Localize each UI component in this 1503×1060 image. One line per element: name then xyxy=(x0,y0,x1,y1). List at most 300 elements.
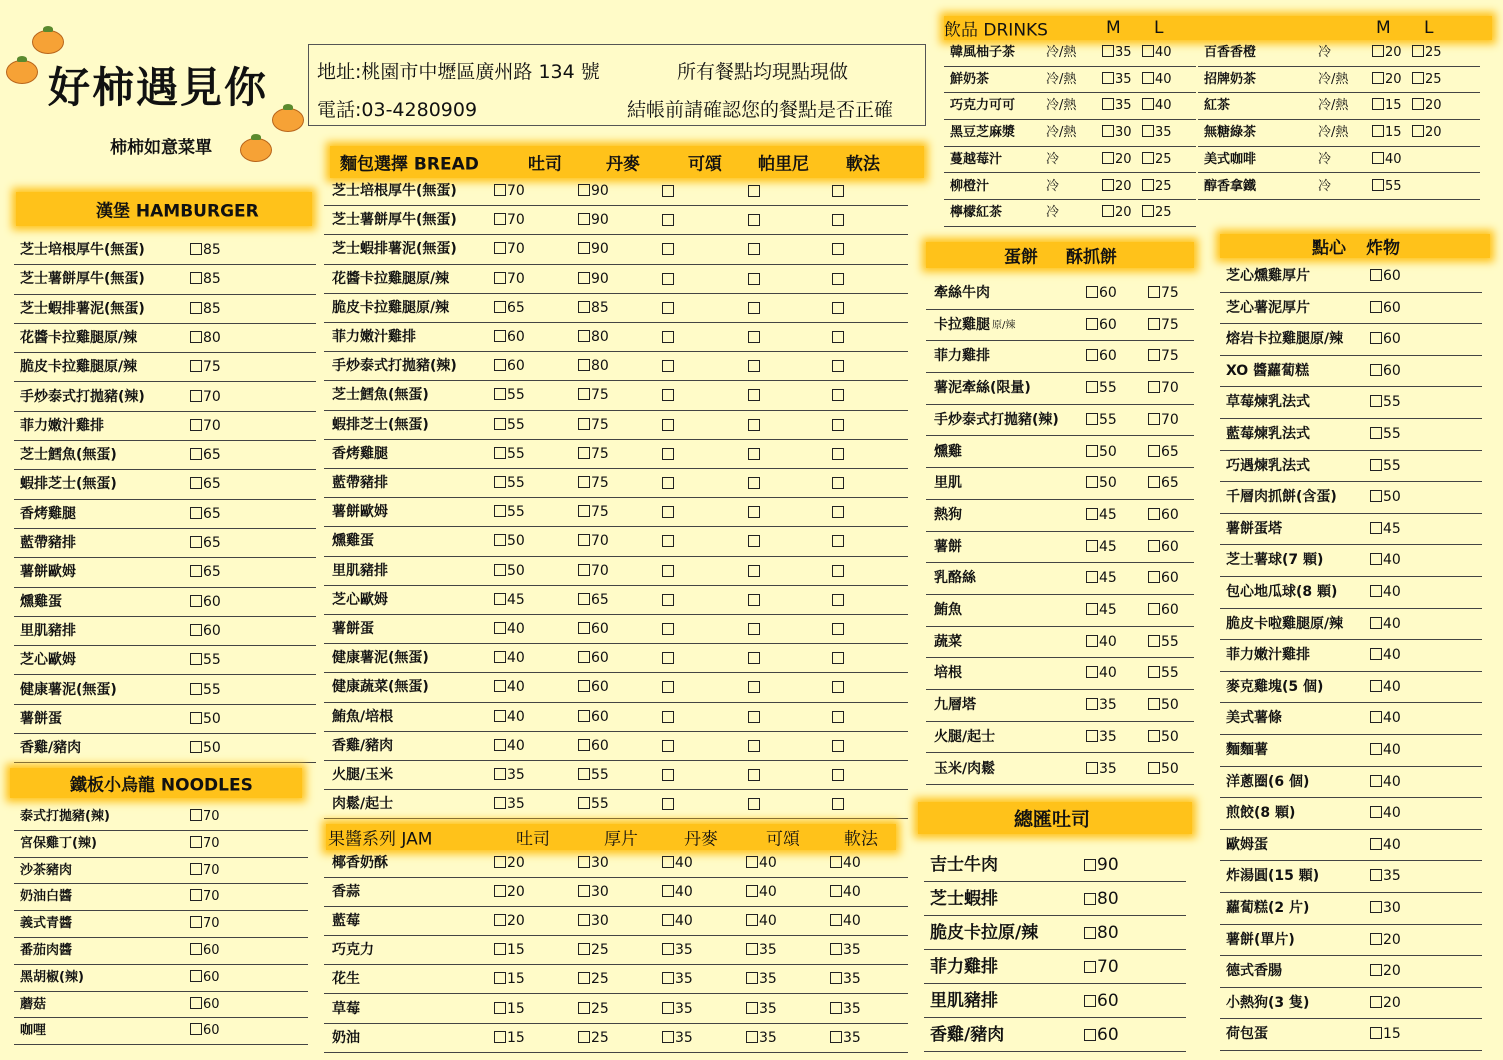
checkbox-icon[interactable] xyxy=(662,972,674,984)
checkbox-icon[interactable] xyxy=(662,623,674,635)
checkbox-icon[interactable] xyxy=(190,1023,202,1035)
checkbox-icon[interactable] xyxy=(1148,349,1160,361)
price-option[interactable] xyxy=(494,294,525,323)
checkbox-icon[interactable] xyxy=(190,809,202,821)
checkbox-icon[interactable] xyxy=(1370,806,1382,818)
price-option[interactable] xyxy=(190,734,221,763)
checkbox-icon[interactable] xyxy=(662,419,674,431)
price-option[interactable] xyxy=(1370,861,1401,893)
checkbox-icon[interactable] xyxy=(748,535,760,547)
price-option[interactable] xyxy=(190,529,221,558)
checkbox-icon[interactable] xyxy=(1142,205,1154,217)
checkbox-icon[interactable] xyxy=(1102,45,1114,57)
price-option[interactable] xyxy=(578,265,609,294)
price-option[interactable] xyxy=(190,558,221,587)
checkbox-icon[interactable] xyxy=(832,740,844,752)
checkbox-icon[interactable] xyxy=(662,914,674,926)
checkbox-icon[interactable] xyxy=(578,184,590,196)
price-option[interactable] xyxy=(1084,916,1119,950)
price-option[interactable] xyxy=(494,381,525,410)
checkbox-icon[interactable] xyxy=(1102,98,1114,110)
checkbox-icon[interactable] xyxy=(494,797,506,809)
price-option[interactable] xyxy=(578,206,609,235)
price-option[interactable] xyxy=(1084,848,1119,882)
checkbox-icon[interactable] xyxy=(832,652,844,664)
checkbox-icon[interactable] xyxy=(494,534,506,546)
checkbox-icon[interactable] xyxy=(494,242,506,254)
checkbox-icon[interactable] xyxy=(1148,508,1160,520)
checkbox-icon[interactable] xyxy=(1148,413,1160,425)
checkbox-icon[interactable] xyxy=(830,885,842,897)
checkbox-icon[interactable] xyxy=(1086,381,1098,393)
price-option[interactable] xyxy=(578,527,609,556)
checkbox-icon[interactable] xyxy=(662,506,674,518)
checkbox-icon[interactable] xyxy=(190,997,202,1009)
checkbox-icon[interactable] xyxy=(578,242,590,254)
checkbox-icon[interactable] xyxy=(662,535,674,547)
price-option[interactable] xyxy=(494,849,525,878)
price-option[interactable] xyxy=(494,907,525,936)
checkbox-icon[interactable] xyxy=(1372,152,1384,164)
price-option[interactable] xyxy=(494,732,525,761)
price-option[interactable] xyxy=(662,907,693,936)
checkbox-icon[interactable] xyxy=(190,712,202,724)
price-option[interactable] xyxy=(1086,658,1117,690)
price-option[interactable] xyxy=(190,705,221,734)
price-option[interactable] xyxy=(1148,627,1179,659)
price-option[interactable] xyxy=(1148,373,1179,405)
price-option[interactable] xyxy=(190,646,221,675)
price-option[interactable] xyxy=(578,644,609,673)
price-option[interactable] xyxy=(1102,174,1132,201)
checkbox-icon[interactable] xyxy=(1370,964,1382,976)
checkbox-icon[interactable] xyxy=(830,1031,842,1043)
checkbox-icon[interactable] xyxy=(578,768,590,780)
price-option[interactable] xyxy=(494,498,525,527)
checkbox-icon[interactable] xyxy=(494,1031,506,1043)
checkbox-icon[interactable] xyxy=(832,506,844,518)
checkbox-icon[interactable] xyxy=(1086,635,1098,647)
price-option[interactable] xyxy=(1102,67,1132,94)
checkbox-icon[interactable] xyxy=(662,856,674,868)
price-option[interactable] xyxy=(578,557,609,586)
price-option[interactable] xyxy=(494,936,525,965)
price-option[interactable] xyxy=(1086,754,1117,786)
price-option[interactable] xyxy=(190,324,221,353)
price-option[interactable] xyxy=(190,938,220,965)
price-option[interactable] xyxy=(1370,387,1401,419)
checkbox-icon[interactable] xyxy=(190,836,202,848)
checkbox-icon[interactable] xyxy=(1148,381,1160,393)
checkbox-icon[interactable] xyxy=(578,856,590,868)
checkbox-icon[interactable] xyxy=(494,359,506,371)
checkbox-icon[interactable] xyxy=(1370,680,1382,692)
checkbox-icon[interactable] xyxy=(832,185,844,197)
checkbox-icon[interactable] xyxy=(190,863,202,875)
checkbox-icon[interactable] xyxy=(494,301,506,313)
checkbox-icon[interactable] xyxy=(578,534,590,546)
checkbox-icon[interactable] xyxy=(832,389,844,401)
checkbox-icon[interactable] xyxy=(494,184,506,196)
checkbox-icon[interactable] xyxy=(832,360,844,372)
checkbox-icon[interactable] xyxy=(190,243,202,255)
price-option[interactable] xyxy=(578,673,609,702)
checkbox-icon[interactable] xyxy=(748,711,760,723)
checkbox-icon[interactable] xyxy=(190,683,202,695)
checkbox-icon[interactable] xyxy=(1086,508,1098,520)
price-option[interactable] xyxy=(1370,419,1401,451)
price-option[interactable] xyxy=(578,965,609,994)
checkbox-icon[interactable] xyxy=(578,505,590,517)
price-option[interactable] xyxy=(1370,703,1401,735)
checkbox-icon[interactable] xyxy=(1084,1029,1096,1041)
price-option[interactable] xyxy=(662,849,693,878)
price-option[interactable] xyxy=(662,1024,693,1053)
checkbox-icon[interactable] xyxy=(494,680,506,692)
price-option[interactable] xyxy=(190,470,221,499)
checkbox-icon[interactable] xyxy=(1370,585,1382,597)
checkbox-icon[interactable] xyxy=(748,652,760,664)
price-option[interactable] xyxy=(494,527,525,556)
checkbox-icon[interactable] xyxy=(1086,318,1098,330)
price-option[interactable] xyxy=(1086,563,1117,595)
price-option[interactable] xyxy=(494,586,525,615)
checkbox-icon[interactable] xyxy=(1148,603,1160,615)
checkbox-icon[interactable] xyxy=(746,972,758,984)
price-option[interactable] xyxy=(1370,577,1401,609)
checkbox-icon[interactable] xyxy=(832,214,844,226)
checkbox-icon[interactable] xyxy=(662,943,674,955)
checkbox-icon[interactable] xyxy=(746,1002,758,1014)
checkbox-icon[interactable] xyxy=(1370,648,1382,660)
checkbox-icon[interactable] xyxy=(1086,286,1098,298)
price-option[interactable] xyxy=(830,965,861,994)
checkbox-icon[interactable] xyxy=(494,564,506,576)
price-option[interactable] xyxy=(578,323,609,352)
checkbox-icon[interactable] xyxy=(578,447,590,459)
checkbox-icon[interactable] xyxy=(190,970,202,982)
checkbox-icon[interactable] xyxy=(1148,698,1160,710)
price-option[interactable] xyxy=(578,177,609,206)
checkbox-icon[interactable] xyxy=(1142,72,1154,84)
checkbox-icon[interactable] xyxy=(1372,45,1384,57)
checkbox-icon[interactable] xyxy=(494,505,506,517)
price-option[interactable] xyxy=(578,615,609,644)
price-option[interactable] xyxy=(1142,67,1172,94)
price-option[interactable] xyxy=(1148,563,1179,595)
checkbox-icon[interactable] xyxy=(748,389,760,401)
price-option[interactable] xyxy=(662,995,693,1024)
price-option[interactable] xyxy=(1370,735,1401,767)
checkbox-icon[interactable] xyxy=(1086,349,1098,361)
price-option[interactable] xyxy=(1142,40,1172,67)
checkbox-icon[interactable] xyxy=(662,273,674,285)
checkbox-icon[interactable] xyxy=(1370,1027,1382,1039)
price-option[interactable] xyxy=(1370,293,1401,325)
price-option[interactable] xyxy=(1370,925,1401,957)
checkbox-icon[interactable] xyxy=(1148,318,1160,330)
checkbox-icon[interactable] xyxy=(662,711,674,723)
checkbox-icon[interactable] xyxy=(190,390,202,402)
price-option[interactable] xyxy=(1412,67,1442,94)
price-option[interactable] xyxy=(1148,754,1179,786)
price-option[interactable] xyxy=(494,206,525,235)
checkbox-icon[interactable] xyxy=(1142,98,1154,110)
price-option[interactable] xyxy=(746,965,777,994)
price-option[interactable] xyxy=(746,849,777,878)
price-option[interactable] xyxy=(190,676,221,705)
checkbox-icon[interactable] xyxy=(662,214,674,226)
checkbox-icon[interactable] xyxy=(190,477,202,489)
price-option[interactable] xyxy=(494,995,525,1024)
checkbox-icon[interactable] xyxy=(748,565,760,577)
checkbox-icon[interactable] xyxy=(494,213,506,225)
price-option[interactable] xyxy=(578,732,609,761)
price-option[interactable] xyxy=(494,790,525,819)
checkbox-icon[interactable] xyxy=(1148,286,1160,298)
checkbox-icon[interactable] xyxy=(832,594,844,606)
checkbox-icon[interactable] xyxy=(190,565,202,577)
price-option[interactable] xyxy=(190,911,220,938)
checkbox-icon[interactable] xyxy=(748,243,760,255)
checkbox-icon[interactable] xyxy=(748,273,760,285)
price-option[interactable] xyxy=(830,936,861,965)
checkbox-icon[interactable] xyxy=(748,623,760,635)
checkbox-icon[interactable] xyxy=(1370,996,1382,1008)
checkbox-icon[interactable] xyxy=(190,943,202,955)
checkbox-icon[interactable] xyxy=(662,1031,674,1043)
price-option[interactable] xyxy=(746,878,777,907)
checkbox-icon[interactable] xyxy=(662,243,674,255)
checkbox-icon[interactable] xyxy=(830,1002,842,1014)
price-option[interactable] xyxy=(1370,482,1401,514)
checkbox-icon[interactable] xyxy=(748,769,760,781)
price-option[interactable] xyxy=(1086,532,1117,564)
checkbox-icon[interactable] xyxy=(832,623,844,635)
price-option[interactable] xyxy=(494,1024,525,1053)
checkbox-icon[interactable] xyxy=(748,448,760,460)
checkbox-icon[interactable] xyxy=(748,594,760,606)
checkbox-icon[interactable] xyxy=(832,243,844,255)
price-option[interactable] xyxy=(190,441,221,470)
price-option[interactable] xyxy=(1084,984,1119,1018)
checkbox-icon[interactable] xyxy=(662,769,674,781)
price-option[interactable] xyxy=(578,703,609,732)
checkbox-icon[interactable] xyxy=(1370,459,1382,471)
checkbox-icon[interactable] xyxy=(190,889,202,901)
checkbox-icon[interactable] xyxy=(1372,125,1384,137)
price-option[interactable] xyxy=(1372,174,1402,201)
price-option[interactable] xyxy=(1086,437,1117,469)
checkbox-icon[interactable] xyxy=(190,595,202,607)
checkbox-icon[interactable] xyxy=(1084,893,1096,905)
checkbox-icon[interactable] xyxy=(1086,698,1098,710)
price-option[interactable] xyxy=(578,849,609,878)
price-option[interactable] xyxy=(578,907,609,936)
price-option[interactable] xyxy=(662,965,693,994)
price-option[interactable] xyxy=(190,236,221,265)
price-option[interactable] xyxy=(1084,950,1119,984)
price-option[interactable] xyxy=(578,790,609,819)
price-option[interactable] xyxy=(830,849,861,878)
price-option[interactable] xyxy=(578,352,609,381)
checkbox-icon[interactable] xyxy=(190,448,202,460)
checkbox-icon[interactable] xyxy=(1148,476,1160,488)
checkbox-icon[interactable] xyxy=(578,680,590,692)
price-option[interactable] xyxy=(1148,658,1179,690)
price-option[interactable] xyxy=(190,831,220,858)
price-option[interactable] xyxy=(1142,147,1172,174)
price-option[interactable] xyxy=(1102,40,1132,67)
checkbox-icon[interactable] xyxy=(1084,961,1096,973)
price-option[interactable] xyxy=(1370,356,1401,388)
price-option[interactable] xyxy=(578,235,609,264)
price-option[interactable] xyxy=(830,878,861,907)
checkbox-icon[interactable] xyxy=(578,213,590,225)
price-option[interactable] xyxy=(494,177,525,206)
checkbox-icon[interactable] xyxy=(832,331,844,343)
checkbox-icon[interactable] xyxy=(1148,445,1160,457)
price-option[interactable] xyxy=(746,1024,777,1053)
price-option[interactable] xyxy=(830,1024,861,1053)
price-option[interactable] xyxy=(830,907,861,936)
price-option[interactable] xyxy=(1148,278,1179,310)
checkbox-icon[interactable] xyxy=(1370,711,1382,723)
checkbox-icon[interactable] xyxy=(1086,540,1098,552)
price-option[interactable] xyxy=(494,673,525,702)
price-option[interactable] xyxy=(190,383,221,412)
checkbox-icon[interactable] xyxy=(494,330,506,342)
checkbox-icon[interactable] xyxy=(748,477,760,489)
checkbox-icon[interactable] xyxy=(1370,395,1382,407)
checkbox-icon[interactable] xyxy=(830,972,842,984)
price-option[interactable] xyxy=(1370,767,1401,799)
checkbox-icon[interactable] xyxy=(748,185,760,197)
price-option[interactable] xyxy=(578,995,609,1024)
price-option[interactable] xyxy=(1372,40,1402,67)
checkbox-icon[interactable] xyxy=(494,593,506,605)
checkbox-icon[interactable] xyxy=(578,564,590,576)
checkbox-icon[interactable] xyxy=(662,360,674,372)
checkbox-icon[interactable] xyxy=(662,798,674,810)
price-option[interactable] xyxy=(190,617,221,646)
checkbox-icon[interactable] xyxy=(190,331,202,343)
checkbox-icon[interactable] xyxy=(748,419,760,431)
price-option[interactable] xyxy=(1086,690,1117,722)
checkbox-icon[interactable] xyxy=(662,185,674,197)
checkbox-icon[interactable] xyxy=(748,214,760,226)
checkbox-icon[interactable] xyxy=(1370,743,1382,755)
checkbox-icon[interactable] xyxy=(1086,571,1098,583)
price-option[interactable] xyxy=(494,557,525,586)
price-option[interactable] xyxy=(494,878,525,907)
price-option[interactable] xyxy=(578,936,609,965)
checkbox-icon[interactable] xyxy=(830,914,842,926)
price-option[interactable] xyxy=(190,965,220,992)
price-option[interactable] xyxy=(1102,93,1132,120)
price-option[interactable] xyxy=(494,352,525,381)
checkbox-icon[interactable] xyxy=(746,885,758,897)
price-option[interactable] xyxy=(190,353,221,382)
checkbox-icon[interactable] xyxy=(1412,98,1424,110)
checkbox-icon[interactable] xyxy=(1102,125,1114,137)
checkbox-icon[interactable] xyxy=(190,360,202,372)
checkbox-icon[interactable] xyxy=(832,302,844,314)
checkbox-icon[interactable] xyxy=(1086,666,1098,678)
price-option[interactable] xyxy=(1370,798,1401,830)
checkbox-icon[interactable] xyxy=(832,477,844,489)
price-option[interactable] xyxy=(494,644,525,673)
checkbox-icon[interactable] xyxy=(1372,179,1384,191)
price-option[interactable] xyxy=(746,936,777,965)
price-option[interactable] xyxy=(578,381,609,410)
checkbox-icon[interactable] xyxy=(578,476,590,488)
checkbox-icon[interactable] xyxy=(578,272,590,284)
checkbox-icon[interactable] xyxy=(746,1031,758,1043)
price-option[interactable] xyxy=(578,440,609,469)
checkbox-icon[interactable] xyxy=(1148,571,1160,583)
checkbox-icon[interactable] xyxy=(494,447,506,459)
checkbox-icon[interactable] xyxy=(578,972,590,984)
price-option[interactable] xyxy=(830,995,861,1024)
checkbox-icon[interactable] xyxy=(662,681,674,693)
price-option[interactable] xyxy=(1370,672,1401,704)
price-option[interactable] xyxy=(494,965,525,994)
checkbox-icon[interactable] xyxy=(1372,72,1384,84)
checkbox-icon[interactable] xyxy=(746,914,758,926)
checkbox-icon[interactable] xyxy=(748,798,760,810)
price-option[interactable] xyxy=(1086,595,1117,627)
price-option[interactable] xyxy=(662,936,693,965)
checkbox-icon[interactable] xyxy=(494,710,506,722)
price-option[interactable] xyxy=(1372,67,1402,94)
price-option[interactable] xyxy=(1142,120,1172,147)
checkbox-icon[interactable] xyxy=(494,739,506,751)
checkbox-icon[interactable] xyxy=(1084,859,1096,871)
checkbox-icon[interactable] xyxy=(190,302,202,314)
checkbox-icon[interactable] xyxy=(748,681,760,693)
checkbox-icon[interactable] xyxy=(494,1002,506,1014)
checkbox-icon[interactable] xyxy=(190,536,202,548)
checkbox-icon[interactable] xyxy=(190,624,202,636)
checkbox-icon[interactable] xyxy=(1372,98,1384,110)
checkbox-icon[interactable] xyxy=(748,302,760,314)
checkbox-icon[interactable] xyxy=(494,388,506,400)
checkbox-icon[interactable] xyxy=(190,507,202,519)
checkbox-icon[interactable] xyxy=(1086,476,1098,488)
checkbox-icon[interactable] xyxy=(578,301,590,313)
price-option[interactable] xyxy=(190,858,220,885)
price-option[interactable] xyxy=(1370,324,1401,356)
checkbox-icon[interactable] xyxy=(832,419,844,431)
checkbox-icon[interactable] xyxy=(1370,553,1382,565)
checkbox-icon[interactable] xyxy=(578,593,590,605)
checkbox-icon[interactable] xyxy=(746,943,758,955)
price-option[interactable] xyxy=(1412,93,1442,120)
price-option[interactable] xyxy=(1370,609,1401,641)
checkbox-icon[interactable] xyxy=(1102,72,1114,84)
price-option[interactable] xyxy=(1086,500,1117,532)
price-option[interactable] xyxy=(1148,690,1179,722)
checkbox-icon[interactable] xyxy=(494,943,506,955)
price-option[interactable] xyxy=(1102,200,1132,227)
price-option[interactable] xyxy=(578,1024,609,1053)
checkbox-icon[interactable] xyxy=(1148,730,1160,742)
checkbox-icon[interactable] xyxy=(748,506,760,518)
checkbox-icon[interactable] xyxy=(1412,45,1424,57)
checkbox-icon[interactable] xyxy=(494,856,506,868)
checkbox-icon[interactable] xyxy=(1142,179,1154,191)
